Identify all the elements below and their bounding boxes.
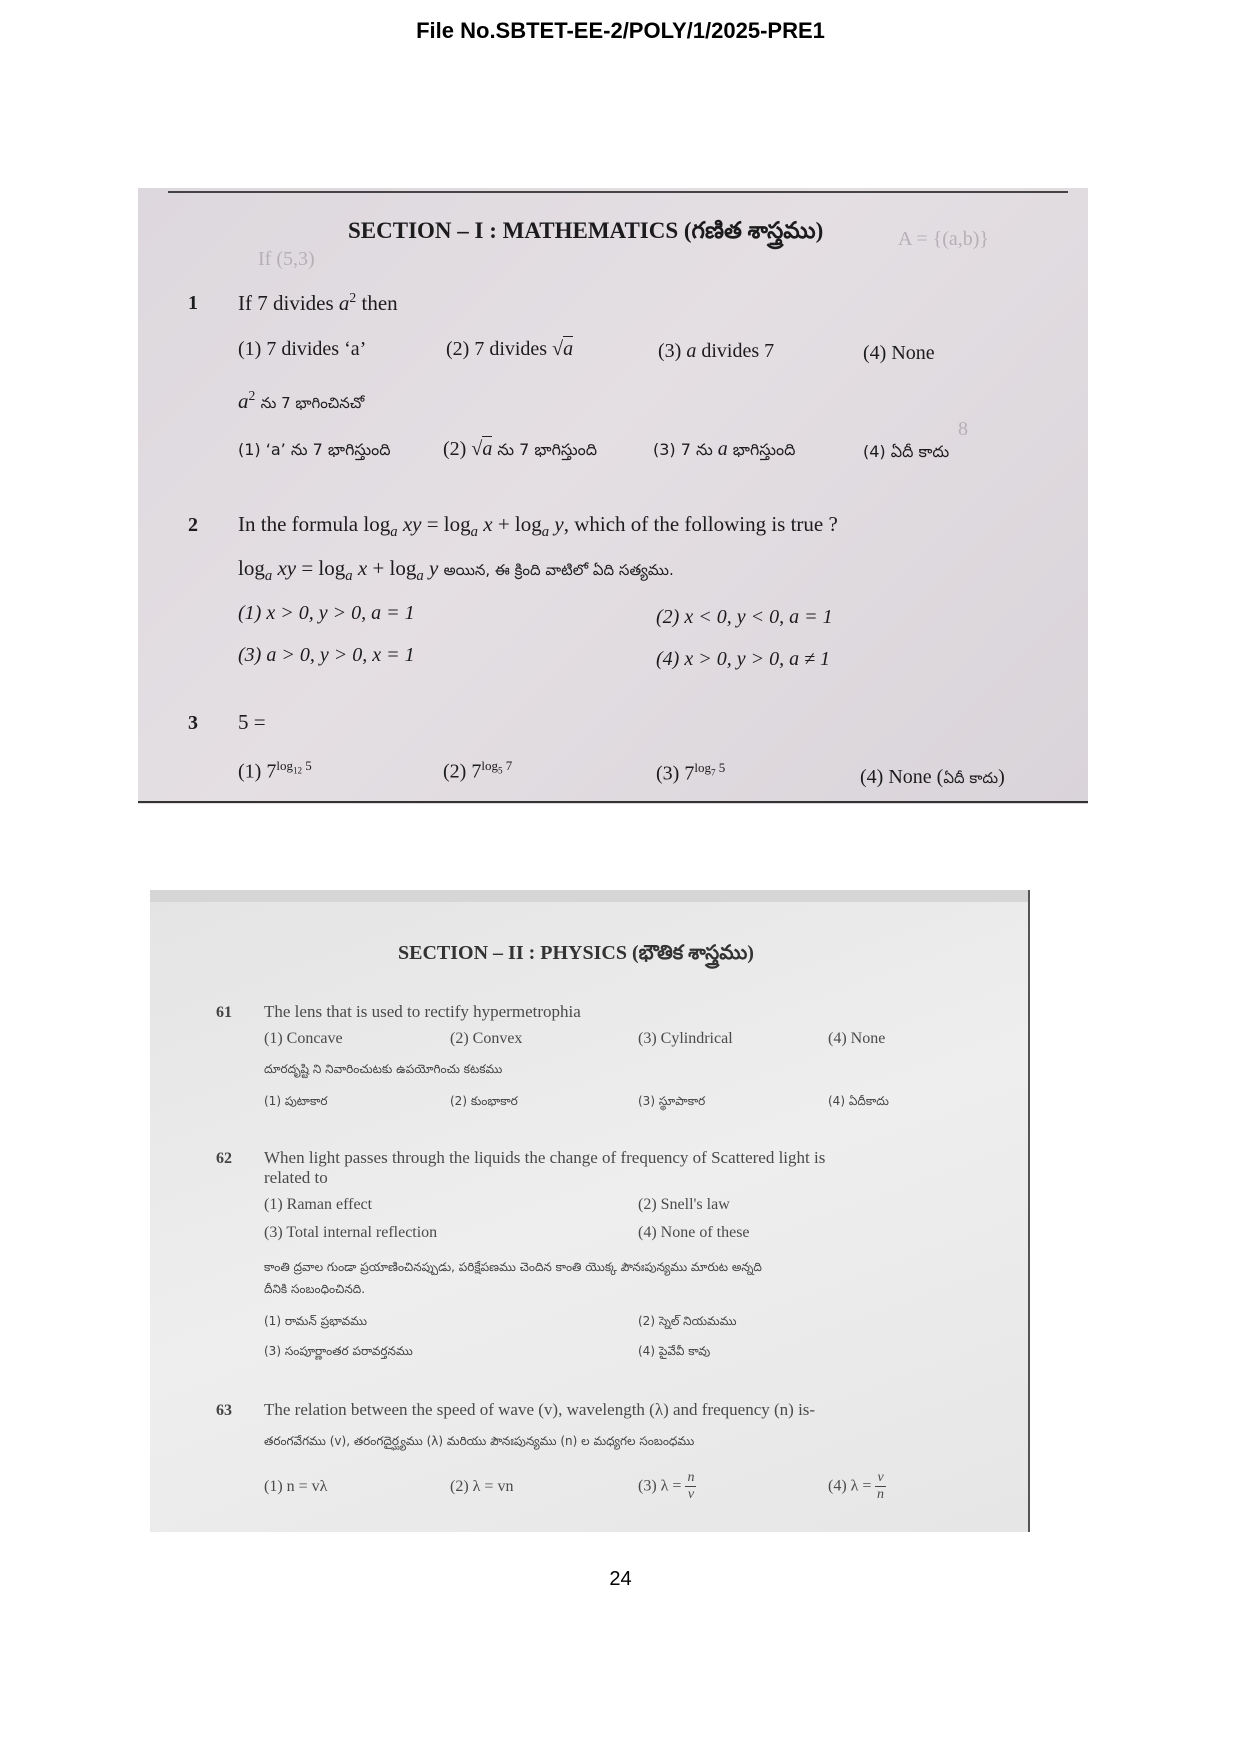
telugu-question-text: తరంగవేగము (v), తరంగదైర్ఘ్యము (λ) మరియు పౌనఃపున్యము (n) ల మధ్యగల సంబంధము: [264, 1434, 695, 1448]
bottom-rule: [138, 801, 1088, 803]
option-1: (1) $7^{log_{12} 5}$: [238, 758, 312, 783]
option-2: (2) $7^{log_5 7}$: [443, 758, 513, 783]
option-4: (4) None: [863, 342, 935, 364]
telugu-question-text: $a^2$ ను 7 భాగించినచో: [238, 388, 365, 413]
question-number: 3: [188, 712, 198, 734]
physics-section-title: SECTION – II : PHYSICS (భౌతిక శాస్త్రము): [398, 942, 754, 964]
bleed-through-mark: 8: [958, 418, 968, 440]
scan-shadow: [150, 890, 1030, 902]
question-text: In the formula $\log_a$ xy = $\log_a x + \log_a y$, which of the following is true ?: [238, 512, 838, 541]
option-3: (3) a divides 7: [658, 340, 775, 362]
file-number-header: File No.SBTET-EE-2/POLY/1/2025-PRE1: [416, 18, 825, 43]
option-2: (2) 7 divides √a: [446, 338, 574, 360]
option-4: (4) None (ఏదీ కాదు): [860, 766, 1005, 788]
question-text-line-2: related to: [264, 1168, 328, 1187]
option-1: (1) Concave: [264, 1030, 343, 1047]
telugu-question-text: $\log_a$ xy = $\log_a x + \log_a y$ అయిన, ఈ క్రింది వాటిలో ఏది సత్యము.: [238, 556, 674, 585]
option-1: (1) x > 0, y > 0, a = 1: [238, 602, 415, 624]
question-number: 2: [188, 514, 198, 536]
math-section-title: SECTION – I : MATHEMATICS (గణిత శాస్త్రము): [348, 218, 824, 243]
option-4: (4) None: [828, 1030, 886, 1047]
right-rule: [1028, 890, 1030, 1532]
telugu-option-4: (4) పైవేవీ కావు: [638, 1344, 711, 1358]
option-4: (4) x > 0, y > 0, a ≠ 1: [656, 648, 831, 670]
top-rule: [168, 191, 1068, 193]
telugu-option-2: (2) కుంభాకార: [450, 1094, 518, 1108]
question-text: The lens that is used to rectify hypermetrophia: [264, 1002, 581, 1021]
bleed-through-mark: A = {(a,b)}: [898, 228, 990, 250]
bleed-through-mark: If (5,3): [258, 248, 315, 270]
telugu-option-4: (4) ఏదీ కాదు: [863, 442, 950, 461]
option-2: (2) Snell's law: [638, 1196, 730, 1213]
telugu-option-3: (3) సంపూర్ణాంతర పరావర్తనము: [264, 1344, 413, 1358]
option-3: (3) $7^{log_7 5}$: [656, 760, 726, 785]
telugu-question-line-2: దీనికి సంబంధించినది.: [264, 1282, 366, 1296]
question-text: If 7 divides $a^2$ then: [238, 290, 398, 315]
option-3: (3) Cylindrical: [638, 1030, 733, 1047]
question-number: 1: [188, 292, 198, 314]
option-2: (2) λ = vn: [450, 1478, 514, 1495]
option-1: (1) Raman effect: [264, 1196, 373, 1213]
telugu-option-2: (2) స్నెల్ నియమము: [638, 1314, 737, 1328]
telugu-option-1: (1) ‘a’ ను 7 భాగిస్తుంది: [238, 440, 391, 459]
question-number: 63: [216, 1402, 232, 1419]
telugu-option-3: (3) 7 ను a భాగిస్తుంది: [653, 438, 796, 460]
telugu-option-4: (4) ఏదీకాదు: [828, 1094, 889, 1108]
question-text: The relation between the speed of wave (v), wavelength (λ) and frequency (n) is-: [264, 1400, 816, 1419]
physics-section-scan: [150, 890, 1030, 1532]
option-4: (4) None of these: [638, 1224, 750, 1241]
option-3: (3) λ = $\frac{n}{v}$: [638, 1470, 695, 1502]
math-section-scan: [138, 188, 1088, 804]
option-3: (3) a > 0, y > 0, x = 1: [238, 644, 415, 666]
page-number: 24: [609, 1568, 632, 1590]
telugu-option-1: (1) రామన్ ప్రభావము: [264, 1314, 368, 1328]
question-number: 62: [216, 1150, 232, 1167]
option-1: (1) n = vλ: [264, 1478, 328, 1495]
telugu-option-1: (1) పుటాకార: [264, 1094, 328, 1108]
telugu-option-3: (3) స్థూపాకార: [638, 1094, 706, 1108]
option-3: (3) Total internal reflection: [264, 1224, 438, 1241]
telugu-question-line-1: కాంతి ద్రవాల గుండా ప్రయాణించినప్పుడు, పరిక్షేపణము చెందిన కాంతి యొక్క పౌనఃపున్యము మారుట అన్నది: [264, 1260, 762, 1274]
question-number: 61: [216, 1004, 232, 1021]
telugu-question-text: దూరదృష్టి ని నివారించుటకు ఉపయోగించు కటకము: [264, 1062, 503, 1076]
option-2: (2) Convex: [450, 1030, 523, 1047]
question-text: 5 =: [238, 710, 266, 734]
option-2: (2) x < 0, y < 0, a = 1: [656, 606, 833, 628]
option-1: (1) 7 divides ‘a’: [238, 338, 367, 360]
option-4: (4) λ = $\frac{v}{n}$: [828, 1470, 885, 1502]
question-text-line-1: When light passes through the liquids the change of frequency of Scattered light is: [264, 1148, 826, 1167]
telugu-option-2: (2) √a ను 7 భాగిస్తుంది: [443, 438, 598, 460]
